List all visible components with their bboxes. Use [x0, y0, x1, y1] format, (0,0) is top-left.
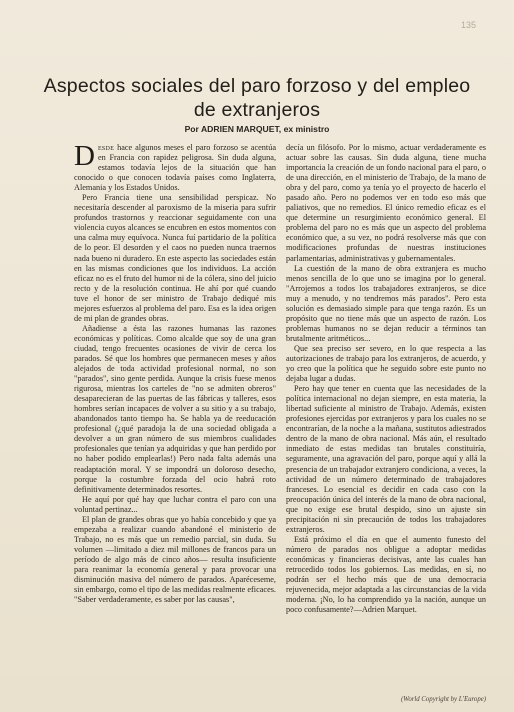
right-paragraph-2: La cuestión de la mano de obra extranjera es mucho menos sencilla de lo que uno se imagina por lo general. "Arrojemos a todos los trabajadores extranjeros, se dice muy a menudo, y no tendremos más parados". Pero esta solución es demasiado simple para que tenga razón. Es un propósito que no tiene más que un aspecto de razón. Los problemas humanos no se dejan reducir a términos tan brutalmente aritméticos... — [286, 263, 486, 343]
right-text-column — [286, 143, 486, 615]
right-paragraph-4: Pero hay que tener en cuenta que las necesidades de la política internacional no dejan siempre, en esta materia, la libertad suficiente al ministro de Trabajo. Además, existen profesiones ejercidas por extranjeros y para los cuales no se encontrarían, de la noche a la mañana, sustitutos adiestrados dentro de la mano de obra nacional. Más aún, el resultado inmediato de estas medidas tan brutales constituiría, seguramente, una agravación del paro, porque aquí y allá la presencia de un trabajador extranjero condiciona, a veces, la actividad de un número determinado de trabajadores franceses. Lo esencial es decidir en cada caso con la preocupación única del interés de la mano de obra nacional, que no exige ese brutal despido, sino un ajuste sin precipitación ni sin precaución de todos los trabajadores extranjeros. — [286, 384, 486, 534]
left-paragraph-1-text: hace algunos meses el paro forzoso se acentúa en Francia con rapidez peligrosa. Sin duda alguna, estamos todavía lejos de la situación que han conocido o que conocen todavía países como Inglaterra, Alemania y los Estados Unidos. — [74, 143, 276, 193]
opening-word: esde — [97, 143, 115, 152]
left-paragraph-2: Pero Francia tiene una sensibilidad perspicaz. No necesitaría descender al paroxismo de la miseria para sufrir profundos trastornos y reaccionar seguidamente con una violencia cuyos alcances se encubren en estos momentos con una calma muy equívoca. Nunca fuí partidario de la política de lo peor. El desorden y el caos no pueden nunca traernos nada bueno ni duradero. En este aspecto las sociedades están en las mismas condiciones que los individuos. La acción eficaz no es el fruto del humor ni de la cólera, sino del juicio recto y de la resolución continua. He ahí por qué cuando tuve el honor de ser ministro de Trabajo dediqué mis mejores esfuerzos al problema del paro. Esa es la idea origen de mi plan de grandes obras. — [74, 193, 276, 323]
left-text-column — [74, 140, 276, 605]
article-title: Aspectos sociales del paro forzoso y del empleo de extranjeros — [43, 75, 471, 121]
left-paragraph-3: Añadiense a ésta las razones humanas las razones económicas y políticas. Como alcalde que soy de una gran ciudad, tengo frecuentes ocasiones de vivir de cerca los parados. Sé que los hombres que permanecen meses y años alejados de toda actividad profesional normal, no son "parados", sino gente perdida. Aunque la crisis fuese menos rigurosa, mientras los carteles de "no se admiten obreros" desaparecieran de las puertas de las fábricas y talleres, esos hombres serían incapaces de volver a su sitio y a su trabajo, abandonados tanto tiempo ha. Se habla ya de reeducación profesional (¿qué paradoja la de una sociedad obligada a devolver a un gran número de sus miembros cualidades profesionales que tenían ya adquiridas y que han perdido por no haber podido emplearlas!) Pero nada falta además una readaptación moral. Y se impondrá un doloroso desecho, porque la costumbre forzada del ocio habrá roto definitivamente determinados resortes. — [74, 323, 276, 494]
page-number: 135 — [460, 20, 476, 30]
article-byline: Por ADRIEN MARQUET, ex ministro — [184, 124, 330, 134]
right-paragraph-3: Que sea preciso ser severo, en lo que respecta a las autorizaciones de trabajo para los extranjeros, de acuerdo, y yo creo que la política que he seguido sobre este punto no dejaba lugar a dudas. — [286, 343, 486, 384]
left-paragraph-1 — [74, 140, 276, 193]
copyright-credit: (World Copyright by L'Europe) — [401, 696, 486, 703]
drop-cap: D — [74, 140, 95, 172]
left-paragraph-5: El plan de grandes obras que yo había concebido y que ya empezaba a realizar cuando abandoné el ministerio de Trabajo, no es más que un remedio parcial, sin duda. Su volumen —limitado a diez mil millones de francos para un período de algo más de cinco años— resulta insuficiente para reanimar la economía general y para provocar una disminución masiva del número de parados. Aparéceseme, sin embargo, como el tipo de las medidas realmente eficaces. "Saber verdaderamente, es saber por las causas", — [74, 514, 276, 605]
right-paragraph-5: Está próximo el día en que el aumento funesto del número de parados nos obligue a adoptar medidas económicas y financieras decisivas, ante las cuales han retrocedido todos los gobiernos. Las medidas, en sí, no podrán ser el hecho más que de una democracia rejuvenecida, mejor adaptada a las circunstancias de la vida moderna. ¡No, lo ha comprendido ya la nación, aunque un poco confusamente?—Adrien Marquet. — [286, 534, 486, 615]
left-paragraph-4: He aquí por qué hay que luchar contra el paro con una voluntad pertinaz... — [74, 494, 276, 514]
right-paragraph-1: decía un filósofo. Por lo mismo, actuar verdaderamente es actuar sobre las causas. Sin duda alguna, tiene mucha importancia la creación de un fondo nacional para el paro, o de una dirección, en el ministerio de Trabajo, de la mano de obra y del paro, como ya tenía yo el proyecto de hacerlo el pasado año. Pero no podemos ver en todo eso más que paliativos, que no remedios. El único remedio eficaz es el que determine un resurgimiento económico general. El problema del paro no es más que un aspecto del problema económico que, a su vez, no podrá resolverse más que con modificaciones profundas de nuestras instituciones parlamentarias, administrativas y gubernamentales. — [286, 143, 486, 263]
